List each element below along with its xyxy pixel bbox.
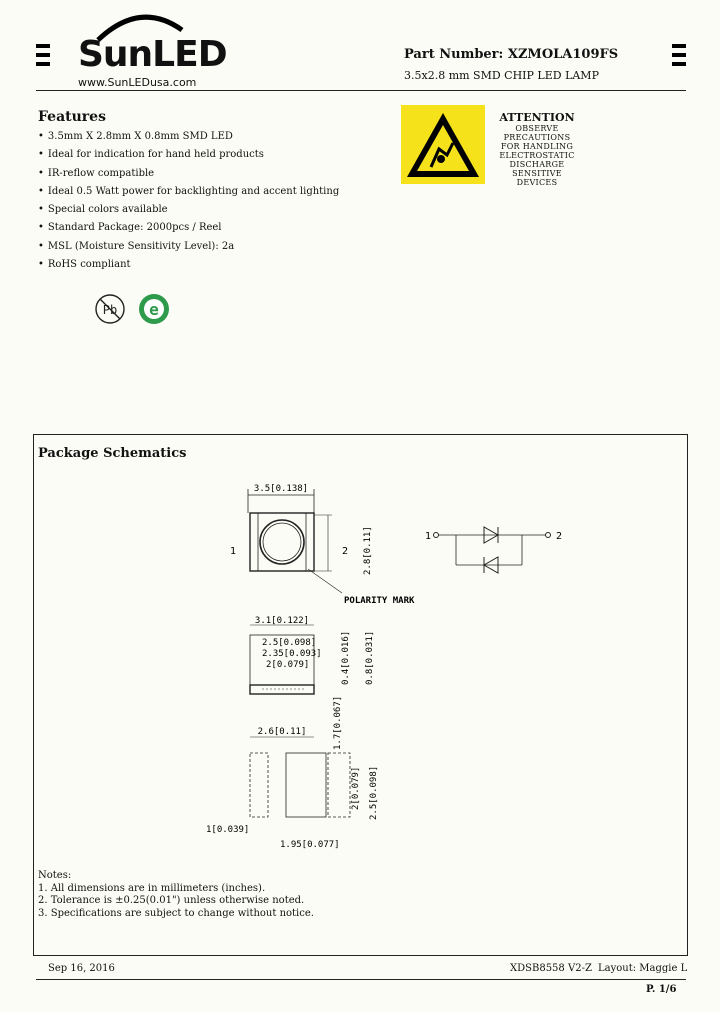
- attention-line: ELECTROSTATIC: [499, 151, 575, 160]
- feature-item: • MSL (Moisture Sensitivity Level): 2a: [38, 238, 339, 256]
- features-title: Features: [38, 109, 106, 125]
- left-edge-bars: [36, 44, 50, 71]
- dim-pad-h2: 2[0.079]: [351, 766, 361, 810]
- note-item: 3. Specifications are subject to change without notice.: [38, 907, 314, 919]
- pb-free-icon: [93, 292, 127, 326]
- side-view: [250, 616, 375, 694]
- website-link[interactable]: www.SunLEDusa.com: [78, 76, 197, 89]
- feature-item: • Standard Package: 2000pcs / Reel: [38, 219, 339, 237]
- dim-pad-gap: 1.95[0.077]: [280, 840, 340, 850]
- attention-title: ATTENTION: [499, 111, 575, 124]
- features-list: [38, 128, 339, 274]
- dim-pad-h1: 1.7[0.067]: [333, 695, 343, 750]
- pin-right-label: 2: [342, 546, 349, 557]
- circuit-right-label: 2: [556, 531, 563, 542]
- footer-layout: Layout: Maggie L: [598, 963, 688, 974]
- attention-text: [489, 111, 585, 187]
- circuit-left-label: 1: [425, 531, 432, 542]
- pin-left-label: 1: [230, 546, 237, 557]
- notes-section: [38, 870, 314, 920]
- schematics-title: Package Schematics: [38, 446, 187, 461]
- esd-warning-icon: [401, 105, 485, 184]
- rohs-icon: [136, 291, 172, 327]
- footer-date: Sep 16, 2016: [48, 963, 115, 974]
- attention-line: SENSITIVE: [512, 169, 562, 178]
- right-edge-bars: [672, 44, 686, 71]
- feature-item: • IR-reflow compatible: [38, 165, 339, 183]
- feature-item: • Ideal for indication for hand held products: [38, 146, 339, 164]
- brand-logo: SunLED: [78, 34, 227, 75]
- footer-divider: [36, 979, 686, 980]
- attention-line: DEVICES: [516, 178, 558, 187]
- pb-free-label: Pb: [102, 303, 118, 317]
- footer-page: P. 1/6: [646, 984, 677, 995]
- polarity-mark-label: POLARITY MARK: [344, 596, 415, 606]
- part-number: Part Number: XZMOLA109FS: [404, 47, 619, 62]
- dim-w1: 3.1[0.122]: [254, 616, 310, 626]
- feature-item: • Ideal 0.5 Watt power for backlighting and accent lighting: [38, 183, 339, 201]
- note-item: 1. All dimensions are in millimeters (inches).: [38, 882, 266, 894]
- dim-pad-h3: 2.5[0.098]: [369, 765, 379, 820]
- notes-title: Notes:: [38, 870, 72, 881]
- dim-h2: 0.8[0.031]: [365, 630, 375, 685]
- dim-top-width: 3.5[0.138]: [253, 484, 309, 494]
- feature-item: • RoHS compliant: [38, 256, 339, 274]
- package-drawing: [200, 475, 600, 855]
- dim-w3: 2.35[0.093]: [262, 649, 322, 659]
- top-view: [230, 484, 415, 606]
- esd-warning-box: [401, 105, 485, 184]
- attention-line: OBSERVE PRECAUTIONS: [503, 124, 571, 142]
- feature-item: • Special colors available: [38, 201, 339, 219]
- feature-item: • 3.5mm X 2.8mm X 0.8mm SMD LED: [38, 128, 339, 146]
- note-item: 2. Tolerance is ±0.25(0.01") unless otherwise noted.: [38, 895, 305, 906]
- header-divider: [36, 90, 686, 91]
- dim-side-height: 2.8[0.11]: [363, 526, 373, 575]
- attention-line: FOR HANDLING: [500, 142, 574, 151]
- dim-pad-w: 2.6[0.11]: [257, 727, 307, 737]
- footer-version: V2-Z: [568, 963, 592, 974]
- dim-w2: 2.5[0.098]: [262, 638, 317, 648]
- dim-pad-left: 1[0.039]: [206, 825, 250, 835]
- dim-h1: 0.4[0.016]: [341, 630, 351, 685]
- dim-w4: 2[0.079]: [266, 660, 310, 670]
- pad-layout: [206, 696, 379, 850]
- rohs-label: e: [149, 300, 159, 319]
- part-description: 3.5x2.8 mm SMD CHIP LED LAMP: [404, 69, 599, 82]
- circuit-diagram: [425, 527, 562, 573]
- footer-doc-number: XDSB8558: [510, 963, 565, 974]
- attention-line: DISCHARGE: [509, 160, 565, 169]
